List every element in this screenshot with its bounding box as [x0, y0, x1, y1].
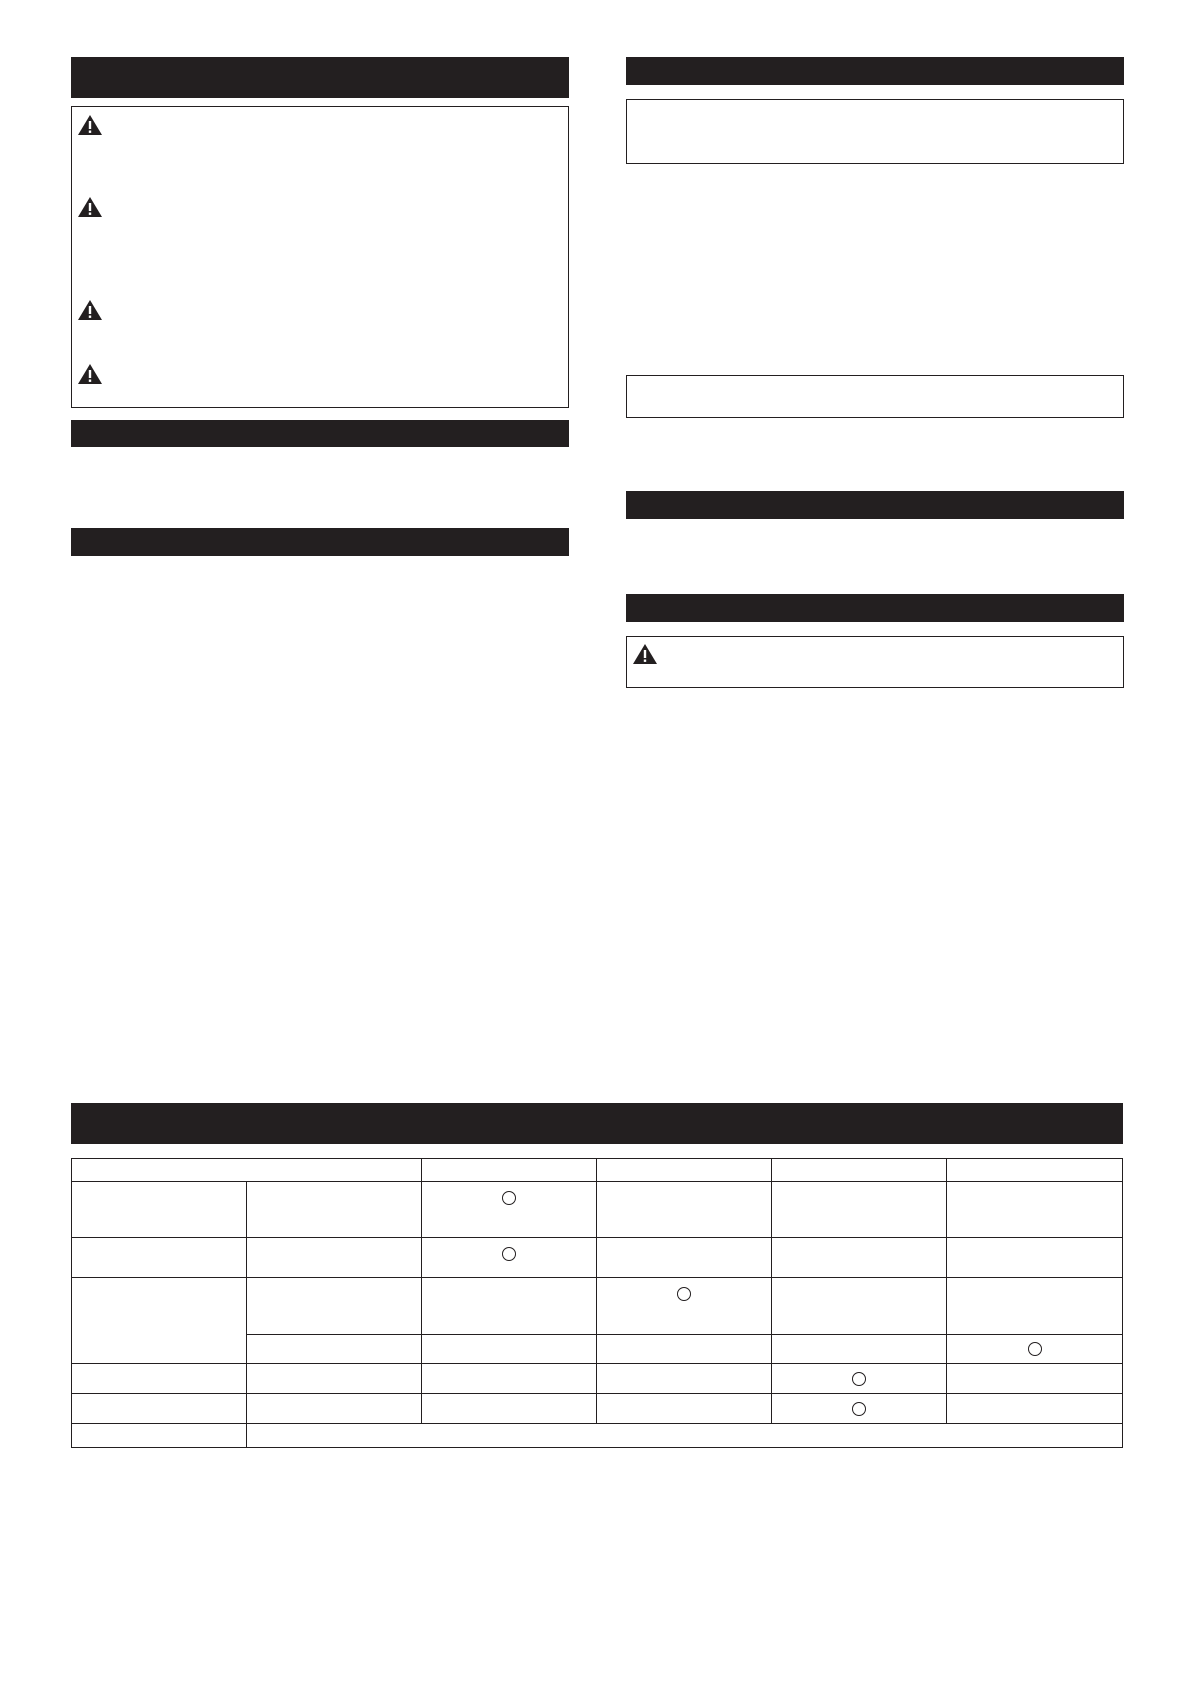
- bottom-section-header: [71, 1103, 1123, 1144]
- right-section-header-1: [626, 57, 1124, 85]
- table-cell: [72, 1364, 247, 1394]
- table-cell: [247, 1394, 422, 1424]
- circle-mark-icon: [677, 1287, 691, 1301]
- table-cell: [247, 1335, 422, 1364]
- table-cell: [947, 1364, 1123, 1394]
- table-cell: [947, 1182, 1123, 1238]
- warning-triangle-icon: [77, 363, 103, 385]
- warning-triangle-icon: [632, 643, 658, 665]
- table-cell: [72, 1394, 247, 1424]
- table-cell: [72, 1182, 247, 1238]
- right-section-header-3: [626, 594, 1124, 622]
- table-cell: [772, 1159, 947, 1182]
- table-row: [72, 1182, 1123, 1238]
- circle-mark-icon: [1028, 1342, 1042, 1356]
- table-cell: [772, 1278, 947, 1335]
- table-cell: [947, 1238, 1123, 1278]
- left-section-header-2: [71, 420, 569, 447]
- table-cell: [247, 1424, 1123, 1448]
- left-section-header-1: [71, 57, 569, 98]
- table-row: [72, 1394, 1123, 1424]
- table-cell: [772, 1182, 947, 1238]
- table-cell: [72, 1159, 422, 1182]
- table-cell: [247, 1182, 422, 1238]
- circle-mark-icon: [852, 1402, 866, 1416]
- table-cell: [422, 1238, 597, 1278]
- table-row: [72, 1278, 1123, 1335]
- table-cell: [597, 1335, 772, 1364]
- table-cell: [597, 1278, 772, 1335]
- table-cell: [422, 1159, 597, 1182]
- table-cell: [772, 1394, 947, 1424]
- table-cell: [422, 1278, 597, 1335]
- table-cell: [422, 1364, 597, 1394]
- table-cell: [947, 1278, 1123, 1335]
- right-section-header-2: [626, 491, 1124, 519]
- table-cell: [772, 1238, 947, 1278]
- table-row: [72, 1238, 1123, 1278]
- table-row: [72, 1424, 1123, 1448]
- table-cell: [772, 1335, 947, 1364]
- left-warning-box: [71, 106, 569, 408]
- warning-triangle-icon: [77, 114, 103, 136]
- table-row: [72, 1159, 1123, 1182]
- table-row: [72, 1364, 1123, 1394]
- table-cell: [597, 1182, 772, 1238]
- table-cell: [947, 1159, 1123, 1182]
- table-cell: [597, 1238, 772, 1278]
- table-cell: [597, 1364, 772, 1394]
- table-cell: [72, 1424, 247, 1448]
- table-cell: [422, 1394, 597, 1424]
- table-cell: [247, 1238, 422, 1278]
- specification-table: [71, 1158, 1123, 1448]
- table-cell: [247, 1278, 422, 1335]
- circle-mark-icon: [852, 1372, 866, 1386]
- table-cell: [422, 1335, 597, 1364]
- table-cell: [772, 1364, 947, 1394]
- right-note-box-1: [626, 99, 1124, 164]
- right-warning-box: [626, 636, 1124, 688]
- circle-mark-icon: [502, 1247, 516, 1261]
- warning-triangle-icon: [77, 299, 103, 321]
- table-cell: [947, 1335, 1123, 1364]
- table-cell: [422, 1182, 597, 1238]
- left-section-header-3: [71, 528, 569, 556]
- table-cell: [597, 1394, 772, 1424]
- table-cell: [72, 1278, 247, 1364]
- warning-triangle-icon: [77, 196, 103, 218]
- table-cell: [247, 1364, 422, 1394]
- right-note-box-2: [626, 375, 1124, 418]
- table-cell: [597, 1159, 772, 1182]
- table-cell: [947, 1394, 1123, 1424]
- circle-mark-icon: [502, 1191, 516, 1205]
- table-cell: [72, 1238, 247, 1278]
